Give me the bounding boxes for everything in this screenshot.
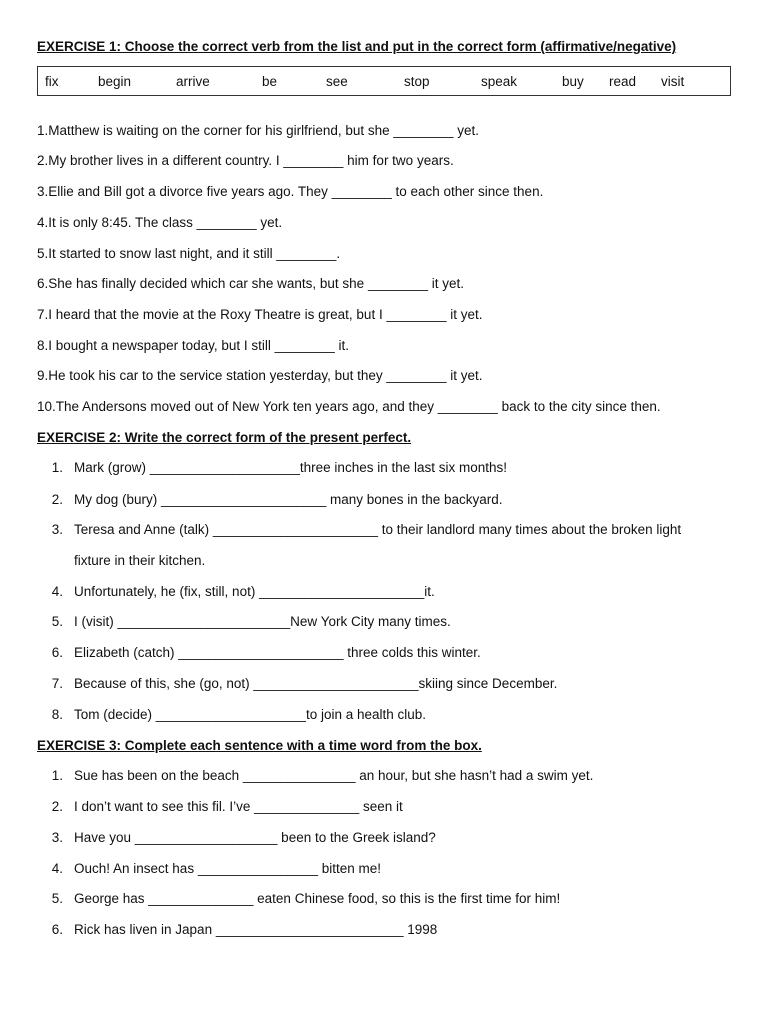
item-text: My dog (bury) ______________________ many bones in the backyard.: [74, 492, 503, 507]
item-text: Have you ___________________ been to the Greek island?: [74, 830, 436, 845]
exercise-1-item: 2.My brother lives in a different country. I ________ him for two years.: [37, 153, 454, 168]
item-text: Rick has liven in Japan _________________________ 1998: [74, 922, 438, 937]
item-text: Sue has been on the beach _______________ an hour, but she hasn’t had a swim yet.: [74, 768, 594, 783]
item-number: 5.: [51, 891, 63, 906]
exercise-2-heading: EXERCISE 2: Write the correct form of the present perfect.: [37, 430, 412, 445]
item-text: George has ______________ eaten Chinese food, so this is the first time for him!: [74, 891, 561, 906]
item-number: 8.: [51, 707, 63, 722]
worksheet: [37, 38, 731, 937]
verb-list-box: [37, 66, 731, 96]
item-text: Ouch! An insect has ________________ bitten me!: [74, 861, 381, 876]
verb-word: see: [326, 74, 348, 89]
item-number: 6.: [51, 922, 63, 937]
exercise-1-item: 8.I bought a newspaper today, but I still ________ it.: [37, 338, 349, 353]
exercise-1-item: 3.Ellie and Bill got a divorce five years ago. They ________ to each other since then.: [37, 184, 544, 199]
item-number: 2.: [51, 799, 63, 814]
verb-word: be: [262, 74, 278, 89]
item-text: Unfortunately, he (fix, still, not) ______________________it.: [74, 584, 435, 599]
item-number: 1.: [51, 768, 63, 783]
exercise-1-item: 4.It is only 8:45. The class ________ yet.: [37, 215, 283, 230]
item-text: Elizabeth (catch) ______________________ three colds this winter.: [74, 645, 481, 660]
item-text: I don’t want to see this fil. I’ve ______________ seen it: [74, 799, 403, 814]
item-number: 2.: [51, 492, 63, 507]
exercise-3-heading: EXERCISE 3: Complete each sentence with a time word from the box.: [37, 738, 482, 753]
exercise-1-heading: EXERCISE 1: Choose the correct verb from the list and put in the correct form (affirmative/negative): [37, 39, 677, 54]
item-number: 5.: [51, 614, 63, 629]
item-text: I (visit) _______________________New York City many times.: [74, 614, 451, 629]
item-number: 3.: [51, 830, 63, 845]
verb-word: read: [609, 74, 637, 89]
verb-word: begin: [98, 74, 132, 89]
verb-word: arrive: [176, 74, 210, 89]
item-text: Mark (grow) ____________________three inches in the last six months!: [74, 460, 508, 475]
verb-word: fix: [45, 74, 59, 89]
item-text: Because of this, she (go, not) ______________________skiing since December.: [74, 676, 558, 691]
exercise-1-item: 7.I heard that the movie at the Roxy Theatre is great, but I ________ it yet.: [37, 307, 483, 322]
exercise-1-item: 5.It started to snow last night, and it still ________.: [37, 246, 341, 261]
exercise-1-item: 1.Matthew is waiting on the corner for his girlfriend, but she ________ yet.: [37, 123, 479, 138]
exercise-1-item: 6.She has finally decided which car she wants, but she ________ it yet.: [37, 276, 465, 291]
verb-word: speak: [481, 74, 518, 89]
item-text: Tom (decide) ____________________to join a health club.: [74, 707, 427, 722]
exercise-1-item: 9.He took his car to the service station yesterday, but they ________ it yet.: [37, 368, 483, 383]
item-number: 6.: [51, 645, 63, 660]
item-number: 4.: [51, 861, 63, 876]
item-text: Teresa and Anne (talk) ______________________ to their landlord many times about the broken light: [74, 522, 682, 537]
item-number: 4.: [51, 584, 63, 599]
exercise-1-item: 10.The Andersons moved out of New York ten years ago, and they ________ back to the city since then.: [37, 399, 661, 414]
item-number: 3.: [51, 522, 63, 537]
item-number: 7.: [51, 676, 63, 691]
item-number: 1.: [51, 460, 63, 475]
verb-word: buy: [562, 74, 584, 89]
item-text: fixture in their kitchen.: [74, 553, 206, 568]
verb-word: stop: [404, 74, 430, 89]
verb-word: visit: [661, 74, 685, 89]
